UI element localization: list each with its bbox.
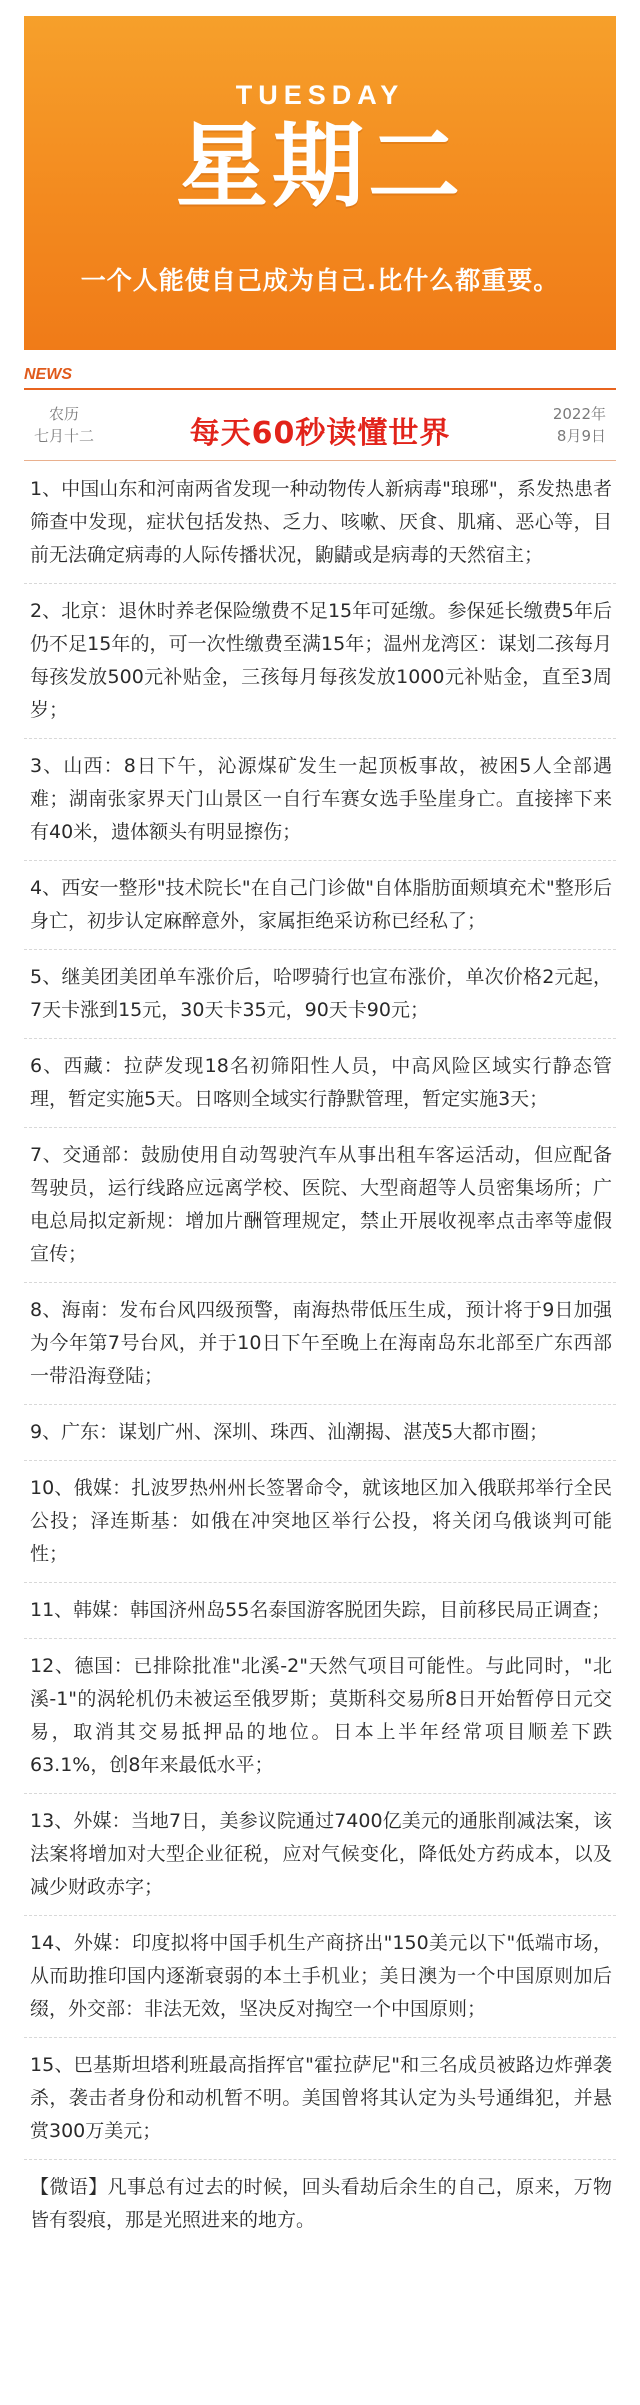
news-item: 5、继美团美团单车涨价后，哈啰骑行也宣布涨价，单次价格2元起，7天卡涨到15元，30天卡35元，90天卡90元； — [30, 966, 612, 1021]
news-tag: NEWS — [24, 366, 72, 383]
header-rule-bottom — [24, 460, 616, 461]
page-title: 每天60秒读懂世界 — [189, 416, 451, 451]
item-divider — [24, 1282, 616, 1283]
item-divider — [24, 860, 616, 861]
item-divider — [24, 2037, 616, 2038]
news-item: 3、山西：8日下午，沁源煤矿发生一起顶板事故，被困5人全部遇难；湖南张家界天门山景区一自行车赛女选手坠崖身亡。直接摔下来有40米，遗体额头有明显擦伤； — [30, 755, 612, 843]
news-item: 7、交通部：鼓励使用自动驾驶汽车从事出租车客运活动，但应配备驾驶员，运行线路应远离学校、医院、大型商超等人员密集场所；广电总局拟定新规：增加片酬管理规定，禁止开展收视率点击率等虚假宣传； — [30, 1144, 612, 1265]
lunar-day: 七月十二 — [34, 427, 95, 445]
item-divider — [24, 1404, 616, 1405]
news-item: 12、德国：已排除批准"北溪-2"天然气项目可能性。与此同时，"北溪-1"的涡轮机仍未被运至俄罗斯；莫斯科交易所8日开始暂停日元交易，取消其交易抵押品的地位。日本上半年经常项目顺差下跌63.1%，创8年来最低水平； — [30, 1655, 612, 1776]
page — [0, 16, 640, 2405]
item-divider — [24, 1460, 616, 1461]
solar-month-day: 8月9日 — [556, 427, 606, 445]
news-item: 2、北京：退休时养老保险缴费不足15年可延缴。参保延长缴费5年后仍不足15年的，可一次性缴费至满15年；温州龙湾区：谋划二孩每月每孩发放500元补贴金，三孩每月每孩发放1000元补贴金，直至3周岁； — [30, 600, 612, 721]
news-item: 11、韩媒：韩国济州岛55名泰国游客脱团失踪，目前移民局正调查； — [30, 1599, 611, 1621]
item-divider — [24, 1582, 616, 1583]
news-item: 9、广东：谋划广州、深圳、珠西、汕潮揭、湛茂5大都市圈； — [30, 1421, 549, 1443]
lunar-label: 农历 — [49, 405, 80, 423]
item-divider — [24, 1793, 616, 1794]
item-divider — [24, 949, 616, 950]
news-item: 1、中国山东和河南两省发现一种动物传人新病毒"琅琊"，系发热患者筛查中发现，症状包括发热、乏力、咳嗽、厌食、肌痛、恶心等，目前无法确定病毒的人际传播状况，鼩鼱或是病毒的天然宿主； — [30, 478, 612, 566]
item-divider — [24, 738, 616, 739]
item-divider — [24, 1038, 616, 1039]
solar-year: 2022年 — [552, 405, 606, 423]
solar-date — [553, 403, 606, 447]
banner-motto: 一个人能使自己成为自己.比什么都重要。 — [80, 266, 560, 295]
news-item: 15、巴基斯坦塔利班最高指挥官"霍拉萨尼"和三名成员被路边炸弹袭杀，袭击者身份和动机暂不明。美国曾将其认定为头号通缉犯，并悬赏300万美元； — [30, 2054, 612, 2142]
weekday-banner — [24, 16, 616, 350]
item-divider — [24, 1638, 616, 1639]
date-row — [24, 390, 616, 460]
news-list — [24, 473, 616, 2237]
news-item: 10、俄媒：扎波罗热州州长签署命令，就该地区加入俄联邦举行全民公投；泽连斯基：如俄在冲突地区举行公投，将关闭乌俄谈判可能性； — [30, 1477, 612, 1565]
item-divider — [24, 2159, 616, 2160]
item-divider — [24, 1127, 616, 1128]
news-item: 8、海南：发布台风四级预警，南海热带低压生成，预计将于9日加强为今年第7号台风，并于10日下午至晚上在海南岛东北部至广东西部一带沿海登陆； — [30, 1299, 612, 1387]
news-item: 4、西安一整形"技术院长"在自己门诊做"自体脂肪面颊填充术"整形后身亡，初步认定麻醉意外，家属拒绝采访称已经私了； — [30, 877, 612, 932]
news-item: 6、西藏：拉萨发现18名初筛阳性人员，中高风险区域实行静态管理，暂定实施5天。日喀则全域实行静默管理，暂定实施3天； — [30, 1055, 612, 1110]
item-divider — [24, 583, 616, 584]
news-item: 13、外媒：当地7日，美参议院通过7400亿美元的通胀削减法案，该法案将增加对大型企业征税，应对气候变化，降低处方药成本，以及减少财政赤字； — [30, 1810, 612, 1898]
news-item: 14、外媒：印度拟将中国手机生产商挤出"150美元以下"低端市场，从而助推印国内逐渐衰弱的本土手机业；美日澳为一个中国原则加后缀，外交部：非法无效，坚决反对掏空一个中国原则； — [30, 1932, 612, 2020]
item-divider — [24, 1915, 616, 1916]
daily-quote: 【微语】凡事总有过去的时候，回头看劫后余生的自己，原来，万物皆有裂痕，那是光照进来的地方。 — [30, 2176, 612, 2231]
weekday-english: TUESDAY — [235, 80, 405, 110]
weekday-chinese: 星期二 — [175, 113, 464, 220]
